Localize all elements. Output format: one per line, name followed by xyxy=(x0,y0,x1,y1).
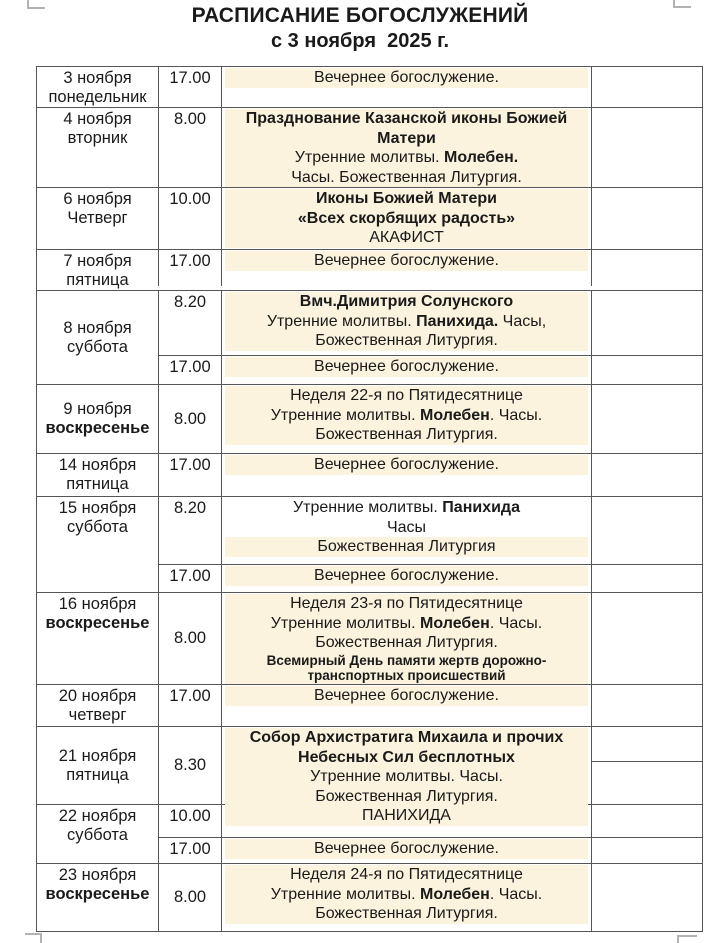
service-text-segment: Собор Архистратига Михаила и прочих xyxy=(249,729,564,746)
service-text-segment: Божественная Литургия. xyxy=(315,905,498,922)
date-line: 20 ноября xyxy=(58,687,137,705)
notes-cell xyxy=(591,685,702,726)
row-detail-column xyxy=(158,864,702,931)
date-cell xyxy=(37,188,158,249)
date-line: 3 ноября xyxy=(63,69,132,87)
notes-cell xyxy=(591,356,702,384)
service-line xyxy=(225,518,588,538)
page-title: РАСПИСАНИЕ БОГОСЛУЖЕНИЙ xyxy=(191,4,529,27)
date-line: 4 ноября xyxy=(63,110,132,128)
service-text-segment: Вечернее богослужение. xyxy=(314,687,499,704)
notes-cell xyxy=(591,291,702,355)
time-cell xyxy=(158,565,221,592)
service-line xyxy=(225,806,588,826)
service-text-segment: Празднование Казанской иконы Божией xyxy=(245,110,568,127)
row-detail-column xyxy=(158,188,702,249)
schedule-row xyxy=(37,592,702,684)
date-cell xyxy=(37,108,158,187)
service-subrow xyxy=(158,355,702,384)
service-description-cell xyxy=(221,497,591,564)
date-line: суббота xyxy=(67,826,128,844)
time-value: 8.00 xyxy=(173,409,207,428)
date-cell xyxy=(37,497,158,592)
row-detail-column xyxy=(158,727,702,804)
crop-mark-bottom-left xyxy=(25,933,42,943)
service-line xyxy=(225,614,588,634)
time-value: 8.20 xyxy=(173,293,207,311)
date-line: пятница xyxy=(66,765,129,784)
time-cell xyxy=(158,356,221,384)
service-text-segment: Божественная Литургия xyxy=(317,538,496,555)
time-cell xyxy=(158,250,221,286)
service-text-segment: «Всех скорбящих радость» xyxy=(297,209,516,227)
service-subrow xyxy=(158,454,702,496)
date-line: вторник xyxy=(67,129,128,147)
service-text-segment: Часы xyxy=(386,518,427,536)
service-description-cell xyxy=(221,864,591,931)
row-detail-column xyxy=(158,593,702,684)
service-text-segment: Божественная Литургия. xyxy=(315,332,498,349)
time-value: 8.00 xyxy=(173,629,207,647)
time-value: 17.00 xyxy=(169,567,211,585)
service-line xyxy=(225,168,588,188)
date-line: 6 ноября xyxy=(63,190,132,208)
service-text-segment: Часы. Божественная Литургия. xyxy=(291,168,522,186)
time-cell xyxy=(158,188,221,249)
service-subrow xyxy=(158,250,702,286)
service-text-segment: транспортных происшествий xyxy=(307,668,506,683)
notes-cell xyxy=(591,565,702,592)
service-description-cell xyxy=(221,454,591,496)
schedule-row xyxy=(37,804,702,863)
service-line xyxy=(225,251,588,271)
service-description-cell xyxy=(221,727,591,804)
service-text-segment: Неделя 23-я по Пятидесятнице xyxy=(290,595,523,612)
notes-cell xyxy=(591,385,702,453)
row-detail-column xyxy=(158,291,702,384)
time-value: 17.00 xyxy=(169,456,211,474)
service-description-cell xyxy=(221,385,591,453)
date-line: 22 ноября xyxy=(58,807,137,825)
service-text-segment: Неделя 22-я по Пятидесятнице xyxy=(290,387,523,404)
service-text-segment: Утренние молитвы. Часы. xyxy=(310,768,503,785)
service-text-segment: Утренние молитвы. xyxy=(293,499,443,516)
service-subrow xyxy=(158,564,702,592)
date-cell xyxy=(37,805,158,863)
time-cell xyxy=(158,385,221,453)
time-cell xyxy=(158,685,221,726)
row-detail-column xyxy=(158,497,702,592)
date-line: воскресенье xyxy=(45,614,150,632)
service-text-segment: Иконы Божией Матери xyxy=(315,190,498,207)
service-text-segment: ПАНИХИДА xyxy=(362,807,451,824)
service-text-segment: Утренние молитвы. xyxy=(270,614,421,632)
service-text-segment: Вечернее богослужение. xyxy=(314,456,499,473)
service-text-segment: Молебен xyxy=(420,406,490,424)
service-line xyxy=(225,406,588,426)
time-cell xyxy=(158,497,221,564)
schedule-row xyxy=(37,453,702,496)
date-cell xyxy=(37,67,158,107)
time-value: 8.20 xyxy=(173,499,207,517)
service-description-cell xyxy=(221,291,591,355)
service-text-segment: Небесных Сил бесплотных xyxy=(298,748,515,766)
row-detail-column xyxy=(158,685,702,726)
schedule-row xyxy=(37,496,702,592)
service-line xyxy=(225,537,588,557)
schedule-table xyxy=(36,66,703,932)
service-line xyxy=(225,653,588,669)
service-text-segment: . Часы. xyxy=(489,406,543,424)
time-value: 10.00 xyxy=(169,807,211,825)
service-description-cell xyxy=(221,805,591,837)
service-description-cell xyxy=(221,250,591,286)
notes-cell xyxy=(591,67,702,107)
schedule-row xyxy=(37,290,702,384)
service-text-segment: Вечернее богослужение. xyxy=(314,567,499,584)
service-line xyxy=(225,455,588,475)
date-line: суббота xyxy=(67,337,128,356)
service-text-segment: Божественная Литургия. xyxy=(315,634,498,651)
notes-cell xyxy=(591,838,702,863)
schedule-row xyxy=(37,384,702,453)
time-cell xyxy=(158,454,221,496)
notes-cell xyxy=(591,727,702,804)
service-line xyxy=(225,728,588,748)
row-detail-column xyxy=(158,108,702,187)
service-description-cell xyxy=(221,188,591,249)
service-subrow xyxy=(158,385,702,453)
service-text-segment: Вечернее богослужение. xyxy=(314,358,499,375)
date-line: воскресенье xyxy=(45,885,150,903)
service-text-segment: Утренние молитвы. xyxy=(270,406,421,424)
service-text-segment: Утренние молитвы. xyxy=(270,885,421,903)
date-cell xyxy=(37,250,158,290)
service-text-segment: Вмч.Димитрия Солунского xyxy=(299,293,514,310)
date-cell xyxy=(37,864,158,931)
service-line xyxy=(225,885,588,905)
date-cell xyxy=(37,593,158,684)
date-cell xyxy=(37,685,158,726)
notes-cell xyxy=(591,250,702,286)
date-line: 7 ноября xyxy=(63,252,132,270)
date-cell xyxy=(37,385,158,453)
service-text-segment: Панихида xyxy=(442,499,520,516)
service-line xyxy=(225,209,588,229)
time-cell xyxy=(158,67,221,107)
service-subrow xyxy=(158,291,702,355)
service-subrow xyxy=(158,685,702,726)
time-value: 8.00 xyxy=(173,110,207,128)
service-line xyxy=(225,228,588,248)
date-line: пятница xyxy=(66,271,129,289)
service-description-cell xyxy=(221,67,591,107)
service-text-segment: Неделя 24-я по Пятидесятнице xyxy=(290,866,523,883)
service-line xyxy=(225,498,588,518)
time-value: 10.00 xyxy=(169,190,211,208)
row-detail-column xyxy=(158,250,702,290)
date-line: 14 ноября xyxy=(58,456,137,474)
time-value: 17.00 xyxy=(169,252,211,270)
time-value: 17.00 xyxy=(169,358,211,376)
service-text-segment: Молебен. xyxy=(444,149,519,166)
date-cell xyxy=(37,291,158,384)
service-line xyxy=(225,312,588,332)
service-line xyxy=(225,129,588,149)
row-detail-column xyxy=(158,67,702,107)
service-text-segment: Утренние молитвы. xyxy=(266,312,417,330)
service-line xyxy=(225,331,588,351)
schedule-row xyxy=(37,726,702,804)
time-cell xyxy=(158,727,221,804)
date-line: Четверг xyxy=(67,209,128,227)
service-line xyxy=(225,686,588,706)
service-text-segment: АКАФИСТ xyxy=(369,229,444,246)
service-text-segment: Молебен xyxy=(420,614,490,632)
date-line: четверг xyxy=(68,706,127,724)
time-value: 17.00 xyxy=(169,69,211,87)
service-line xyxy=(225,787,588,807)
time-value: 17.00 xyxy=(169,840,211,858)
service-subrow xyxy=(158,727,702,804)
service-description-cell xyxy=(221,565,591,592)
service-line xyxy=(225,68,588,88)
notes-cell xyxy=(591,188,702,249)
time-cell xyxy=(158,838,221,863)
notes-cell xyxy=(591,108,702,187)
time-cell xyxy=(158,291,221,355)
service-text-segment: Всемирный День памяти жертв дорожно- xyxy=(266,652,547,668)
service-subrow xyxy=(158,864,702,931)
date-cell xyxy=(37,727,158,804)
crop-mark-bottom-right xyxy=(677,935,697,943)
service-text-segment: Вечернее богослужение. xyxy=(314,840,499,857)
schedule-row xyxy=(37,863,702,931)
service-text-segment: Божественная Литургия. xyxy=(315,426,498,443)
service-text-segment: Молебен xyxy=(420,885,490,903)
date-line: пятница xyxy=(66,475,129,493)
time-cell xyxy=(158,864,221,931)
service-line xyxy=(225,767,588,787)
service-line xyxy=(225,904,588,924)
time-value: 17.00 xyxy=(169,687,211,705)
service-text-segment: Утренние молитвы. xyxy=(294,149,445,166)
date-line: 15 ноября xyxy=(58,499,137,517)
row-detail-column xyxy=(158,454,702,496)
time-cell xyxy=(158,593,221,684)
date-line: 8 ноября xyxy=(63,318,132,337)
service-line xyxy=(225,839,588,859)
service-description-cell xyxy=(221,685,591,726)
service-line xyxy=(225,594,588,614)
service-text-segment: . Часы. xyxy=(489,614,543,632)
schedule-row xyxy=(37,187,702,249)
schedule-row xyxy=(37,684,702,726)
service-line xyxy=(225,865,588,885)
service-line xyxy=(225,748,588,768)
service-subrow xyxy=(158,188,702,249)
schedule-row xyxy=(37,249,702,290)
service-line xyxy=(225,633,588,653)
service-line xyxy=(225,425,588,445)
service-subrow xyxy=(158,108,702,187)
date-line: суббота xyxy=(67,518,128,536)
date-line: 9 ноября xyxy=(63,400,132,418)
notes-cell xyxy=(591,864,702,931)
document-header xyxy=(0,3,720,54)
service-text-segment: Божественная Литургия. xyxy=(315,787,498,805)
service-line xyxy=(225,386,588,406)
service-subrow xyxy=(158,593,702,684)
service-line xyxy=(225,566,588,586)
date-line: 21 ноября xyxy=(58,746,137,765)
date-line: понедельник xyxy=(48,88,147,106)
service-line xyxy=(225,109,588,129)
service-line xyxy=(225,148,588,168)
time-value: 8.30 xyxy=(173,756,207,774)
row-detail-column xyxy=(158,805,702,863)
notes-cell-divider xyxy=(592,727,702,762)
service-text-segment: Вечернее богослужение. xyxy=(314,252,499,269)
service-description-cell xyxy=(221,108,591,187)
service-line xyxy=(225,668,588,684)
page-subtitle: с 3 ноября 2025 г. xyxy=(270,30,450,52)
schedule-row xyxy=(37,67,702,107)
date-line: 23 ноября xyxy=(58,866,137,884)
notes-cell xyxy=(591,805,702,837)
time-cell xyxy=(158,108,221,187)
service-text-segment: Часы, xyxy=(498,312,547,330)
time-value: 8.00 xyxy=(173,888,207,906)
service-subrow xyxy=(158,497,702,564)
service-text-segment: . Часы. xyxy=(489,885,543,903)
date-cell xyxy=(37,454,158,496)
service-text-segment: Матери xyxy=(377,129,436,147)
service-description-cell xyxy=(221,593,591,684)
service-description-cell xyxy=(221,356,591,384)
notes-cell xyxy=(591,454,702,496)
schedule-row xyxy=(37,107,702,187)
service-text-segment: Вечернее богослужение. xyxy=(314,69,499,86)
service-text-segment: Панихида. xyxy=(416,312,499,330)
time-cell xyxy=(158,805,221,837)
notes-cell xyxy=(591,497,702,564)
service-description-cell xyxy=(221,838,591,863)
notes-cell xyxy=(591,593,702,684)
service-line xyxy=(225,189,588,209)
service-subrow xyxy=(158,837,702,863)
row-detail-column xyxy=(158,385,702,453)
date-line: воскресенье xyxy=(45,419,150,437)
service-line xyxy=(225,292,588,312)
service-subrow xyxy=(158,67,702,107)
date-line: 16 ноября xyxy=(58,595,137,613)
service-line xyxy=(225,357,588,377)
service-subrow xyxy=(158,805,702,837)
